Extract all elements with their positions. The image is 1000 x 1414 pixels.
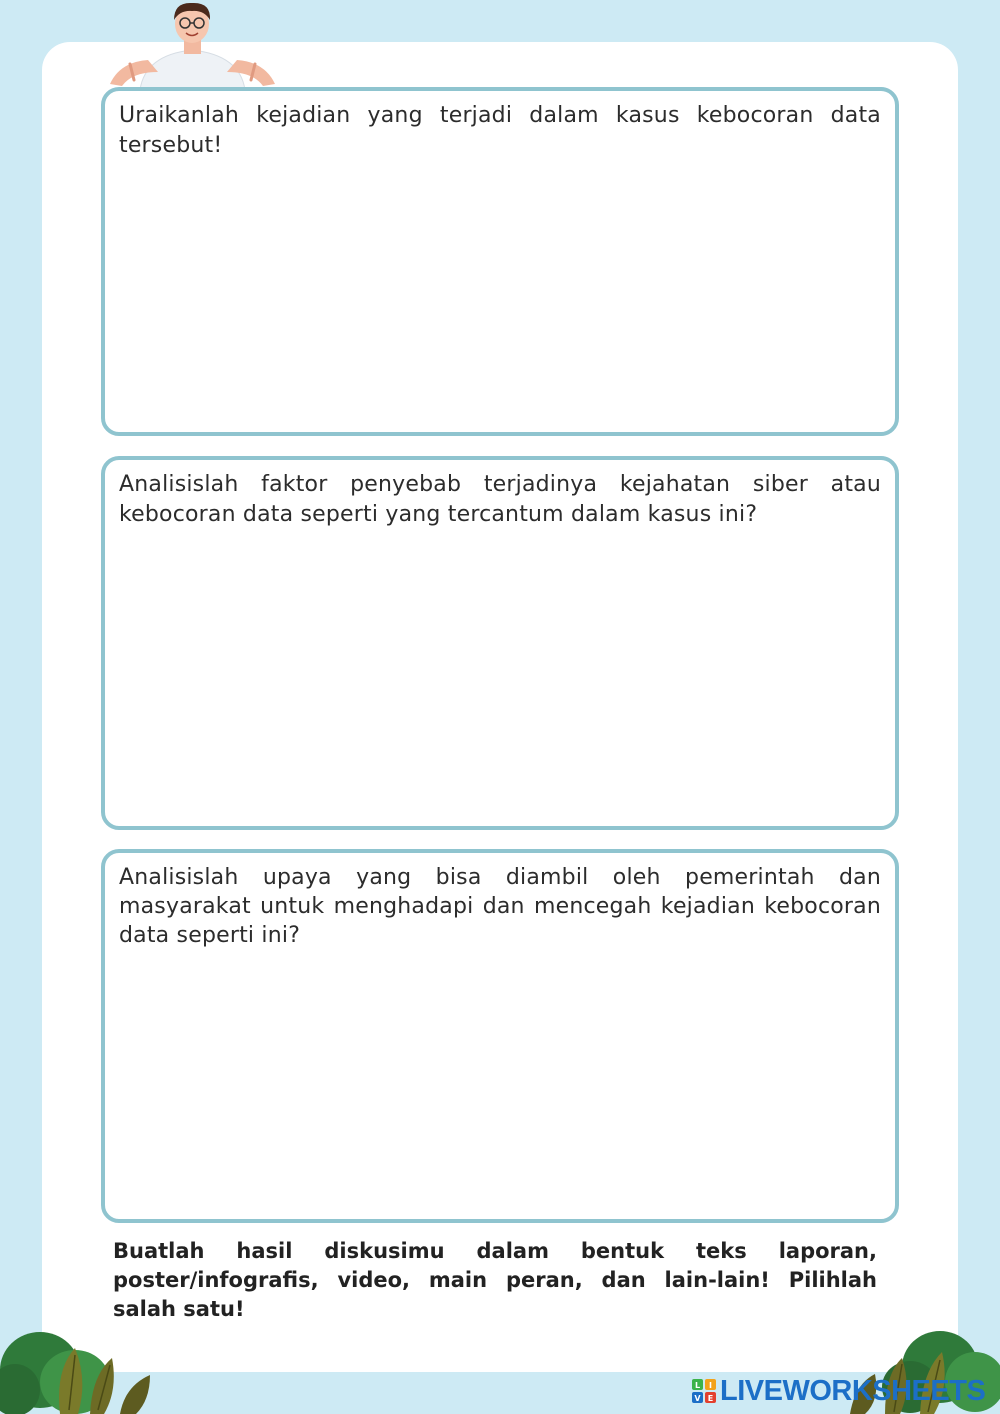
svg-text:V: V bbox=[694, 1394, 701, 1403]
svg-text:I: I bbox=[709, 1381, 712, 1390]
question-3-text: Analisislah upaya yang bisa diambil oleh pemerintah dan masyarakat untuk menghadapi dan mencegah kejadian kebocoran data seperti ini? bbox=[119, 865, 881, 948]
question-box-3 bbox=[101, 849, 899, 1223]
plant-left-icon bbox=[0, 1320, 170, 1414]
liveworksheets-logo-icon bbox=[692, 1379, 716, 1403]
answer-field-2[interactable] bbox=[119, 540, 881, 812]
question-box-2 bbox=[101, 456, 899, 830]
answer-field-3[interactable] bbox=[119, 961, 881, 1205]
question-box-1 bbox=[101, 87, 899, 436]
question-2-text: Analisislah faktor penyebab terjadinya kejahatan siber atau kebocoran data seperti yang tercantum dalam kasus ini? bbox=[119, 472, 881, 527]
liveworksheets-logo-text: LIVEWORKSHEETS bbox=[720, 1374, 986, 1407]
teacher-illustration-icon bbox=[100, 0, 285, 90]
answer-field-1[interactable] bbox=[119, 171, 881, 418]
svg-text:L: L bbox=[694, 1381, 701, 1390]
question-1-text: Uraikanlah kejadian yang terjadi dalam kasus kebocoran data tersebut! bbox=[119, 103, 881, 158]
svg-text:E: E bbox=[707, 1394, 714, 1403]
instruction-text: Buatlah hasil diskusimu dalam bentuk teks laporan, poster/infografis, video, main peran, dan lain-lain! Pilihlah salah satu! bbox=[113, 1239, 877, 1321]
liveworksheets-logo bbox=[692, 1374, 985, 1408]
